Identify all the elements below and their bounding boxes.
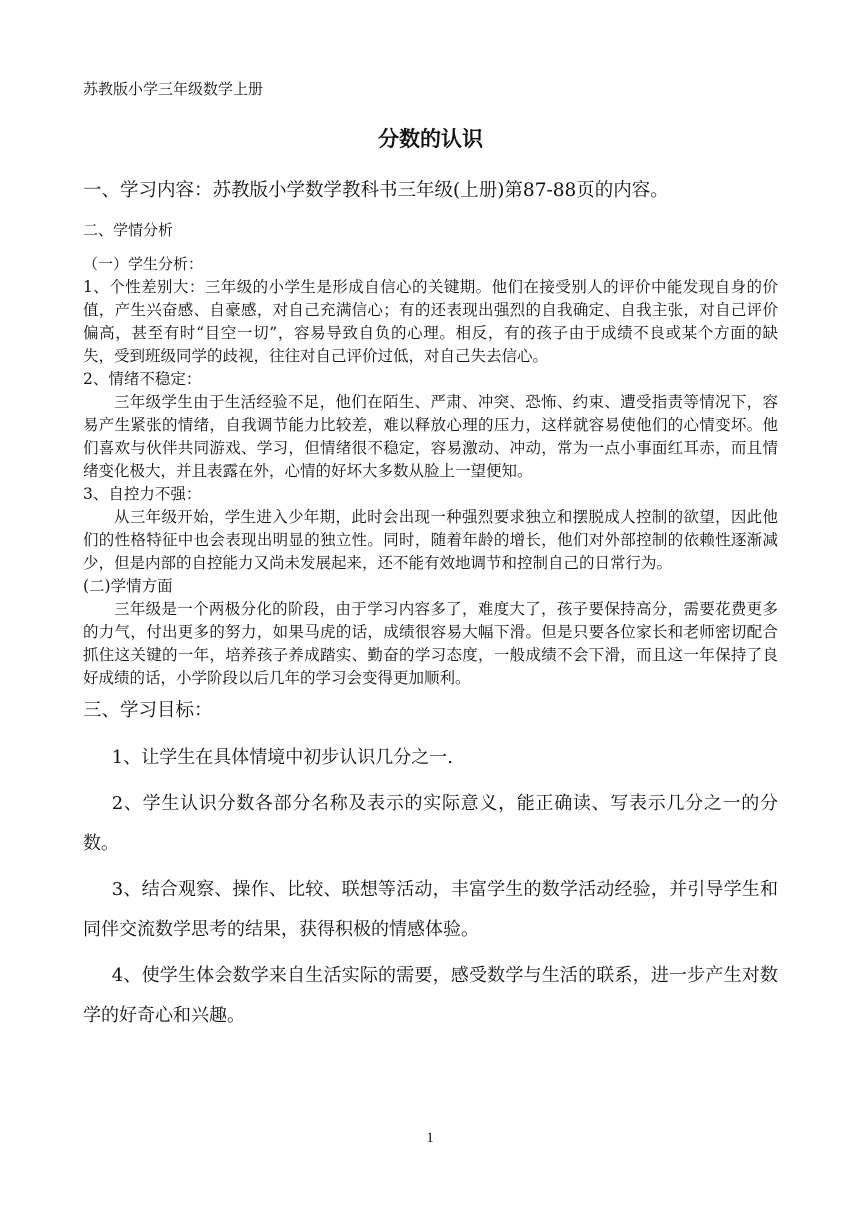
document-title: 分数的认识 [378, 126, 483, 151]
analysis-item-2-text: 三年级学生由于生活经验不足，他们在陌生、严肃、冲突、恐怖、约束、遭受指责等情况下，容易产生紧张的情绪，自我调节能力比较差，难以释放心理的压力，这样就容易使他们的心情变坏。他们喜欢与伙伴共同游戏、学习，但情绪很不稳定，容易激动、冲动，常为一点小事面红耳赤，而且情绪变化极大，并且表露在外，心情的好坏大多数从脸上一望便知。 [83, 393, 778, 480]
goal-item-2: 2、学生认识分数各部分名称及表示的实际意义，能正确读、写表示几分之一的分数。 [83, 793, 778, 854]
page-number: 1 [426, 1130, 434, 1146]
analysis-item-3-text: 从三年级开始，学生进入少年期，此时会出现一种强烈要求独立和摆脱成人控制的欲望，因此他们的性格特征中也会表现出明显的独立性。同时，随着年龄的增长，他们对外部控制的依赖性逐渐减少，但是内部的自控能力又尚未发展起来，还不能有效地调节和控制自己的日常行为。 [83, 508, 778, 572]
goal-item-1: 1、让学生在具体情境中初步认识几分之一. [111, 747, 453, 768]
analysis-item-2-label: 2、情绪不稳定： [83, 370, 202, 388]
section-3-heading: 三、学习目标： [83, 700, 213, 721]
goal-item-4: 4、使学生体会数学来自生活实际的需要，感受数学与生活的联系，进一步产生对数学的好奇心和兴趣。 [83, 965, 778, 1026]
document-subtitle: 苏教版小学三年级数学上册 [83, 80, 264, 98]
section-1-heading: 一、学习内容：苏教版小学数学教科书三年级(上册)第87-88页的内容。 [83, 180, 669, 201]
section-2-heading: 二、学情分析 [83, 221, 174, 239]
goals-list [83, 738, 778, 1036]
document-page [83, 76, 778, 1036]
analysis-item-3-label: 3、自控力不强： [83, 485, 202, 503]
subsection-2-heading: (二)学情方面 [83, 577, 173, 595]
subsection-2-text: 三年级是一个两极分化的阶段，由于学习内容多了，难度大了，孩子要保持高分，需要花费更多的力气，付出更多的努力，如果马虎的话，成绩很容易大幅下滑。但是只要各位家长和老师密切配合抓住这关键的一年，培养孩子养成踏实、勤奋的学习态度，一般成绩不会下滑，而且这一年保持了良好成绩的话，小学阶段以后几年的学习会变得更加顺利。 [83, 600, 778, 687]
analysis-item-1 [83, 276, 778, 368]
analysis-item-1-label: 1、个性差别大： [83, 278, 205, 296]
goal-item-3: 3、结合观察、操作、比较、联想等活动，丰富学生的数学活动经验，并引导学生和同伴交流数学思考的结果，获得积极的情感体验。 [83, 879, 778, 940]
analysis-item-1-text: 三年级的小学生是形成自信心的关键期。他们在接受别人的评价中能发现自身的价值，产生兴奋感、自豪感，对自己充满信心；有的还表现出强烈的自我确定、自我主张，对自己评价偏高，甚至有时“目空一切”，容易导致自负的心理。相反，有的孩子由于成绩不良或某个方面的缺失，受到班级同学的歧视，往往对自己评价过低，对自己失去信心。 [83, 278, 778, 365]
subsection-1-heading: （一）学生分析： [83, 255, 204, 273]
